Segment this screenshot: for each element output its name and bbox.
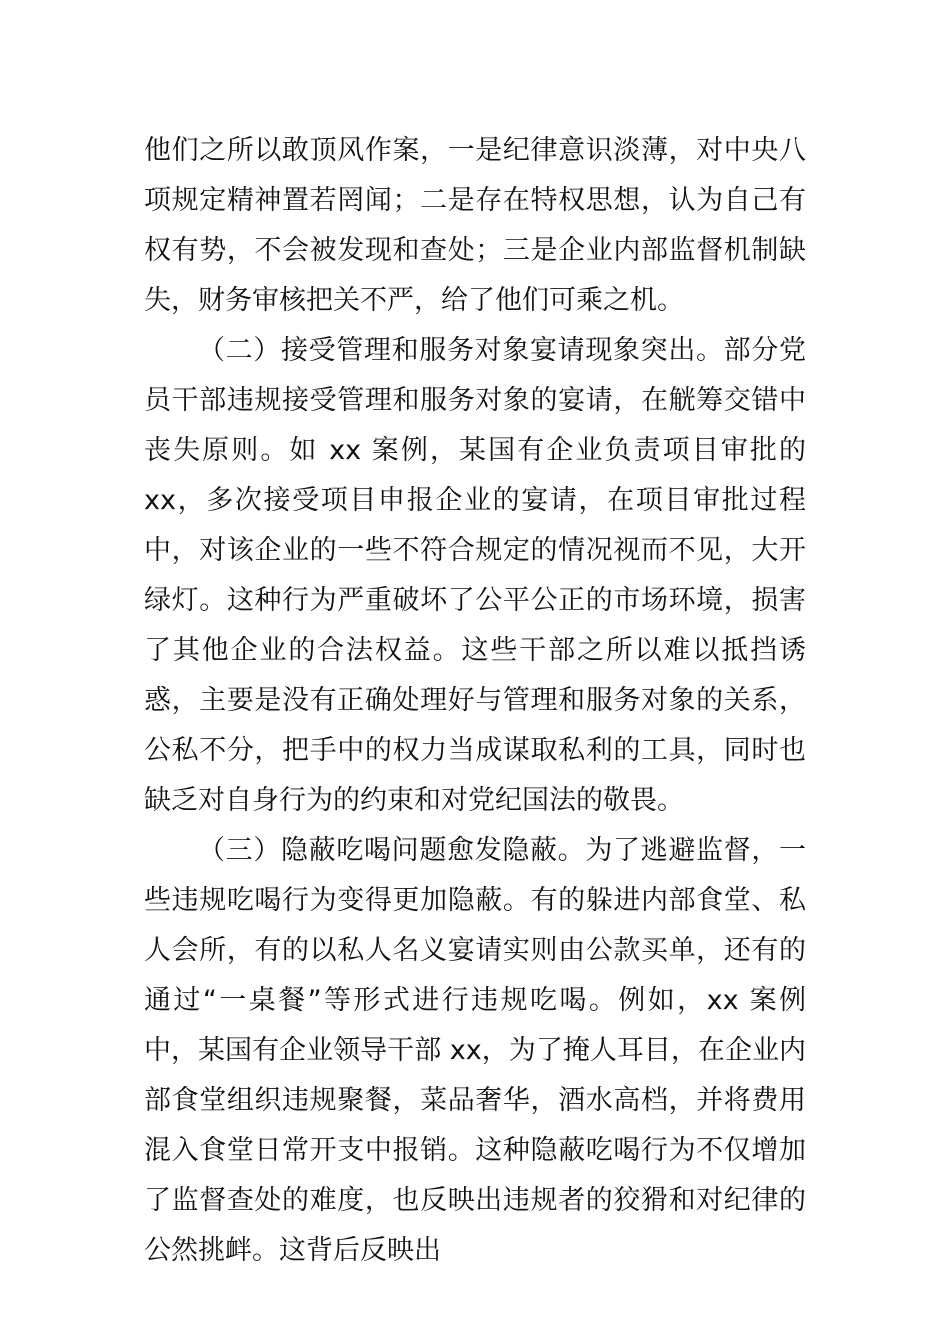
document-body [144,126,806,1276]
paragraph-continuation: 他们之所以敢顶风作案，一是纪律意识淡薄，对中央八项规定精神置若罔闻；二是存在特权思想，认为自己有权有势，不会被发现和查处；三是企业内部监督机制缺失，财务审核把关不严，给了他们可乘之机。 [144,135,806,316]
paragraph-section-two: （二）接受管理和服务对象宴请现象突出。部分党员干部违规接受管理和服务对象的宴请，在觥筹交错中丧失原则。如 xx 案例，某国有企业负责项目审批的 xx，多次接受项目申报企业的宴请，在项目审批过程中，对该企业的一些不符合规定的情况视而不见，大开绿灯。这种行为严重破坏了公平公正的市场环境，损害了其他企业的合法权益。这些干部之所以难以抵挡诱惑，主要是没有正确处理好与管理和服务对象的关系，公私不分，把手中的权力当成谋取私利的工具，同时也缺乏对自身行为的约束和对党纪国法的敬畏。 [144,335,806,816]
paragraph-section-three: （三）隐蔽吃喝问题愈发隐蔽。为了逃避监督，一些违规吃喝行为变得更加隐蔽。有的躲进内部食堂、私人会所，有的以私人名义宴请实则由公款买单，还有的通过“一桌餐”等形式进行违规吃喝。例如，xx 案例中，某国有企业领导干部 xx，为了掩人耳目，在企业内部食堂组织违规聚餐，菜品奢华，酒水高档，并将费用混入食堂日常开支中报销。这种隐蔽吃喝行为不仅增加了监督查处的难度，也反映出违规者的狡猾和对纪律的公然挑衅。这背后反映出 [144,835,806,1266]
